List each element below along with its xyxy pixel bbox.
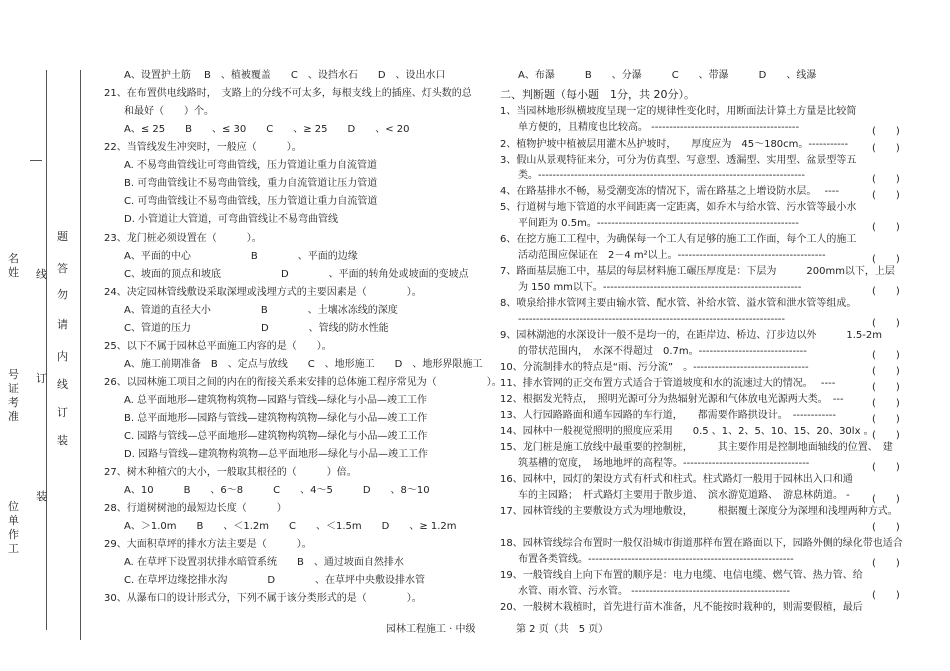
answer-blank[interactable]: ( ) — [872, 174, 900, 185]
answer-blank[interactable]: ( ) — [872, 254, 900, 265]
field-exam-id: 号证考准 — [8, 368, 19, 423]
footer-course: 园林工程施工 · 中级 — [386, 624, 476, 635]
question-text: 24、决定园林管线敷设采取深埋或浅埋方式的主要因素是（ ）。 — [104, 287, 422, 298]
question-text: 28、行道树树池的最短边长度（ ） — [104, 503, 287, 514]
answer-blank[interactable]: ( ) — [872, 398, 900, 409]
question-option: C. 在草坪边缘挖排水沟 D 、在草坪中央敷设排水管 — [124, 575, 426, 586]
judgment-item: 车的主园路； 杆式路灯主要用于散步道、 滨水游览道路、 游息林荫道。 - — [518, 490, 850, 501]
judgment-item: 9、园林湖池的水深设计一般不是均一的，在距岸边、桥边、汀步边以外 1.5-2m — [500, 330, 882, 341]
question-option: D. 小管道让大管道，可弯曲管线让不易弯曲管线 — [124, 214, 339, 225]
question-option: A、管道的直径大小 B 、土壤冰冻线的深度 — [124, 305, 398, 316]
judgment-item: 单方便的，且精度也比较高。 ----------------------------------------- — [518, 122, 800, 133]
question-option: C、坡面的顶点和坡底 D 、平面的转角处或坡面的变坡点 — [124, 269, 469, 280]
seal-char: 线 — [57, 378, 68, 391]
judgment-item: 3、假山从景观特征来分，可分为仿真型、写意型、透漏型、实用型、盆景型等五 — [500, 155, 857, 166]
judgment-item: 5、行道树与地下管道的水平间距离一定距离，如乔木与给水管、污水管等最小水 — [500, 202, 857, 213]
seal-char: 请 — [57, 318, 68, 331]
judgment-item: 筑基槽的宽度， 场地地坪的高程等。----------------------------------- — [518, 458, 810, 469]
question-text: 23、龙门桩必须设置在（ ）。 — [104, 233, 262, 244]
question-option: B. 总平面地形—园路与管线—建筑物构筑物—绿化与小品—竣工工作 — [124, 413, 428, 424]
answer-blank[interactable]: ( ) — [872, 350, 900, 361]
judgment-item: 4、在路基排水不畅，易受潮变冻的情况下，需在路基之上增设防水层。 ---- — [500, 186, 839, 197]
question-option: A、＞1.0m B 、＜1.2m C 、＜1.5m D 、≥ 1.2m — [124, 521, 457, 532]
line-label: 订 — [36, 372, 47, 385]
judgment-item: 类。-------------------------------------------------------------------------- — [518, 170, 806, 181]
question-option: A、平面的中心 B 、平面的边缘 — [124, 251, 358, 262]
seal-char: 答 — [57, 262, 68, 275]
answer-blank[interactable]: ( ) — [872, 366, 900, 377]
binding-field-underline — [30, 160, 42, 161]
judgment-item: 12、根据发光特点， 照明光源可分为热辐射光源和气体放电光源两大类。 --- — [500, 394, 844, 405]
judgment-item: 15、龙门桩是施工放线中最重要的控制桩， 其主要作用是控制地面轴线的位置、 建 — [500, 442, 893, 453]
question-text: 21、在布置供电线路时， 支路上的分线不可太多，每根支线上的插座、灯头数的总 — [104, 88, 472, 99]
judgment-item: 10、分流制排水的特点是“雨、污分流” 。-------------------------------- — [500, 362, 809, 373]
judgment-item: 6、在挖方施工工程中，为确保每一个工人有足够的施工工作面，每个工人的施工 — [500, 234, 857, 245]
question-text: 26、以园林施工项目之间的内在的衔接关系来安排的总体施工程序常见为（ ）。 — [104, 377, 502, 388]
judgment-item: 水管、雨水管、污水管。 -------------------------------------------- — [518, 586, 790, 597]
judgment-item: 13、人行园路路面和通车园路的车行道， 都需要作路拱设计。 ------------ — [500, 410, 837, 421]
judgment-item: 20、一般树木栽植时，首先进行苗木准备，凡不能按时栽种的，则需要假植，最后 — [500, 602, 863, 613]
question-option: A. 在草坪下设置羽状排水暗管系统 B 、通过坡面自然排水 — [124, 557, 404, 568]
question-text: 27、树木种植穴的大小，一般取其根径的（ ）倍。 — [104, 467, 357, 478]
answer-blank[interactable]: ( ) — [872, 318, 900, 329]
question-option: D. 园路与管线—建筑物构筑物—总平面地形—绿化与小品—竣工工作 — [124, 449, 429, 460]
question-text: 和最好（ ）个。 — [124, 106, 214, 117]
question-option: A、10 B 、6～8 C 、4～5 D 、8～10 — [124, 485, 430, 496]
answer-blank[interactable]: ( ) — [872, 590, 900, 601]
question-option: A、布瀑 B 、分瀑 C 、带瀑 D 、线瀑 — [518, 70, 817, 81]
binding-line-outer — [46, 70, 47, 630]
question-option: A、≤ 25 B 、≤ 30 C 、≥ 25 D 、< 20 — [124, 124, 410, 135]
judgment-item: 8、喷泉给排水管网主要由输水管、配水管、补给水管、溢水管和泄水管等组成。 — [500, 298, 857, 309]
judgment-item: 活动范围应保证在 2－4 m²以上。----------------------------------------- — [518, 250, 826, 261]
answer-blank[interactable]: ( ) — [872, 143, 900, 154]
question-text: A、设置护土筋 B 、植被覆盖 C 、设挡水石 D 、设出水口 — [124, 70, 446, 81]
answer-blank[interactable]: ( ) — [872, 414, 900, 425]
section-heading: 二、判断题（每小题 1分，共 20分）。 — [500, 88, 695, 101]
judgment-item: -------------------------------------------------------------------------- — [518, 314, 786, 325]
question-option: C. 园路与管线—总平面地形—建筑物构筑物—绿化与小品—竣工工作 — [124, 431, 428, 442]
judgment-item: 11、排水管网的正交布置方式适合于管道坡度和水的流速过大的情况。 ---- — [500, 378, 836, 389]
judgment-item: 18、园林管线综合布置时一般仅沿城市街道那样布置在路面以下，园路外侧的绿化带也适合 — [500, 538, 903, 549]
binding-line-inner — [80, 70, 81, 640]
question-option: B. 可弯曲管线让不易弯曲管线，重力自流管道让压力管道 — [124, 178, 378, 189]
judgment-item: 19、一般管线自上向下布置的顺序是：电力电缆、电信电缆、燃气管、热力管、给 — [500, 570, 863, 581]
judgment-item: 布置各类管线。--------------------------------------------------------- — [518, 554, 794, 565]
judgment-item: 7、路面基层施工中，基层的每层材料施工碾压厚度是：下层为 200mm以下，上层 — [500, 266, 895, 277]
answer-blank[interactable]: ( ) — [872, 522, 900, 533]
judgment-item: 16、园林中，园灯的架设方式有杆式和柱式。柱式路灯一般用于园林出入口和通 — [500, 474, 853, 485]
seal-char: 题 — [57, 230, 68, 243]
answer-blank[interactable]: ( ) — [872, 430, 900, 441]
answer-blank[interactable]: ( ) — [872, 558, 900, 569]
seal-char: 勿 — [57, 288, 68, 301]
answer-blank[interactable]: ( ) — [872, 462, 900, 473]
answer-blank[interactable]: ( ) — [872, 286, 900, 297]
judgment-item: 的带状范围内， 水深不得超过 0.7m。------------------------------ — [518, 346, 807, 357]
answer-blank[interactable]: ( ) — [872, 382, 900, 393]
seal-char: 内 — [57, 350, 68, 363]
seal-char: 装 — [57, 434, 68, 447]
question-option: C、管道的压力 D 、管线的防水性能 — [124, 323, 389, 334]
judgment-item: 平间距为 0.5m。-------------------------------------------------------- — [518, 218, 799, 229]
footer-page-number: 第 2 页（共 5 页） — [516, 624, 609, 635]
answer-blank[interactable]: ( ) — [872, 222, 900, 233]
question-text: 30、从瀑布口的设计形式分，下列不属于该分类形式的是（ ）。 — [104, 593, 422, 604]
question-option: C. 可弯曲管线让不易弯曲管线，压力管道让重力自流管道 — [124, 196, 378, 207]
answer-blank[interactable]: ( ) — [872, 494, 900, 505]
field-work-unit: 位单作工 — [8, 500, 19, 555]
judgment-item: 2、植物护坡中植被层用灌木丛护坡时， 厚度应为 45～180cm。----------- — [500, 139, 849, 150]
line-label: 线 — [36, 268, 47, 281]
question-text: 29、大面积草坪的排水方法主要是（ ）。 — [104, 539, 312, 550]
question-option: A、施工前期准备 B 、定点与放线 C 、地形施工 D 、地形界限施工 — [124, 359, 483, 370]
seal-char: 订 — [57, 406, 68, 419]
question-text: 25、以下不属于园林总平面施工内容的是（ ）。 — [104, 341, 332, 352]
judgment-item: 为 150 mm以下。------------------------------------------------------- — [518, 282, 802, 293]
question-option: A. 总平面地形—建筑物构筑物—园路与管线—绿化与小品—竣工工作 — [124, 395, 428, 406]
question-option: A. 不易弯曲管线让可弯曲管线，压力管道让重力自流管道 — [124, 160, 378, 171]
judgment-item: 14、园林中一般视觉照明的照度应采用 0.5 、1、2、5、10、15、20、30lx 。 — [500, 426, 874, 437]
judgment-item: 17、园林管线的主要敷设方式为埋地敷设， 根据覆土深度分为深埋和浅埋两种方式。 — [500, 506, 898, 517]
answer-blank[interactable]: ( ) — [872, 126, 900, 137]
line-label: 装 — [36, 490, 47, 503]
question-text: 22、当管线发生冲突时，一般应（ ）。 — [104, 142, 302, 153]
answer-blank[interactable]: ( ) — [872, 190, 900, 201]
judgment-item: 1、当园林地形纵横坡度呈现一定的规律性变化时，用断面法计算土方量是比较简 — [500, 106, 857, 117]
field-name: 名姓 — [8, 252, 19, 279]
